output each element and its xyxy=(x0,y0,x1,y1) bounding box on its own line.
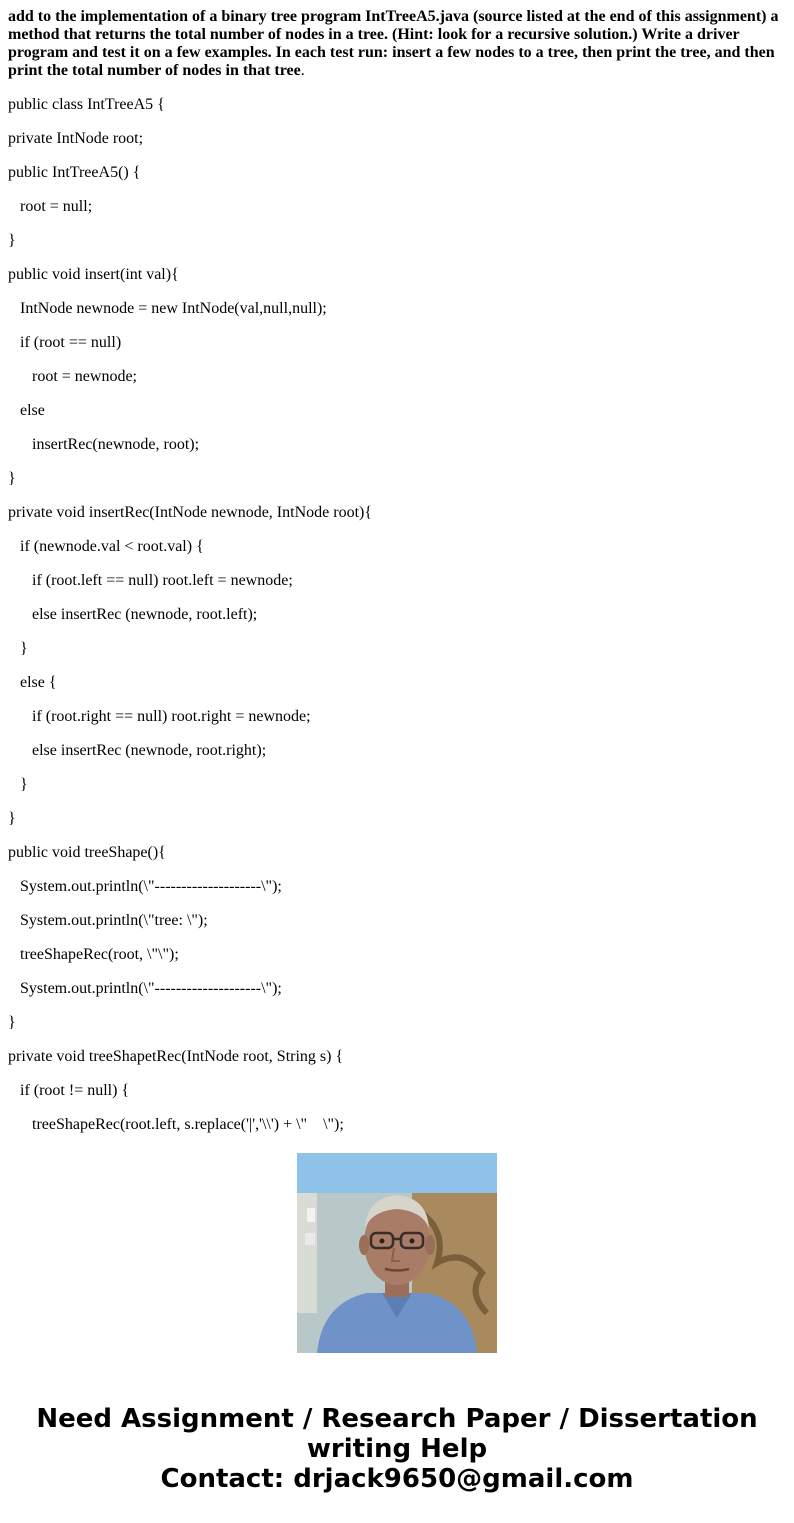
code-line: System.out.println(\"--------------------\"); xyxy=(8,878,282,895)
code-line: insertRec(newnode, root); xyxy=(8,436,200,453)
code-line: if (newnode.val < root.val) { xyxy=(8,538,204,555)
assignment-prompt-text: add to the implementation of a binary tree program IntTreeA5.java (source listed at the end of this assignment) a method that returns the total number of nodes in a tree. (Hint: look for a recursive solution.) Write a driver program and test it on a few examples. In each test run: insert a few nodes to a tree, then print the tree, and then print the total number of nodes in that tree xyxy=(8,8,779,79)
promo-contact: Contact: drjack9650@gmail.com xyxy=(160,1464,634,1494)
assignment-prompt xyxy=(8,8,786,80)
code-line: public IntTreeA5() { xyxy=(8,164,141,181)
code-line: public void insert(int val){ xyxy=(8,266,179,283)
promo-headline-line2: writing Help xyxy=(306,1434,488,1464)
code-line: } xyxy=(8,776,28,793)
code-line: IntNode newnode = new IntNode(val,null,null); xyxy=(8,300,327,317)
code-line: private void treeShapetRec(IntNode root, String s) { xyxy=(8,1048,344,1065)
promo-banner xyxy=(0,1404,794,1494)
question-area xyxy=(8,8,786,1133)
code-line: private IntNode root; xyxy=(8,130,144,147)
assignment-prompt-period: . xyxy=(300,62,305,79)
code-line: System.out.println(\"--------------------\"); xyxy=(8,980,282,997)
code-line: else { xyxy=(8,674,57,691)
code-line: if (root == null) xyxy=(8,334,122,351)
code-line: else insertRec (newnode, root.right); xyxy=(8,742,267,759)
code-line: root = newnode; xyxy=(8,368,137,385)
code-line: root = null; xyxy=(8,198,93,215)
code-line: if (root != null) { xyxy=(8,1082,130,1099)
code-line: private void insertRec(IntNode newnode, IntNode root){ xyxy=(8,504,373,521)
code-line: public class IntTreeA5 { xyxy=(8,96,165,113)
code-line: if (root.left == null) root.left = newnode; xyxy=(8,572,293,589)
promo-headline-line1: Need Assignment / Research Paper / Dissertation xyxy=(36,1404,758,1434)
code-listing xyxy=(8,96,786,1134)
code-line: if (root.right == null) root.right = newnode; xyxy=(8,708,311,725)
code-line: } xyxy=(8,232,16,249)
code-line: treeShapeRec(root.left, s.replace('|','\\') + \" \"); xyxy=(8,1116,344,1133)
author-avatar xyxy=(297,1153,497,1353)
code-line: treeShapeRec(root, \"\"); xyxy=(8,946,179,963)
author-photo-icon xyxy=(297,1153,497,1353)
code-line: } xyxy=(8,810,16,827)
code-line: System.out.println(\"tree: \"); xyxy=(8,912,208,929)
code-line: else insertRec (newnode, root.left); xyxy=(8,606,258,623)
code-line: public void treeShape(){ xyxy=(8,844,166,861)
code-line: } xyxy=(8,1014,16,1031)
code-line: } xyxy=(8,470,16,487)
code-line: else xyxy=(8,402,45,419)
code-line: } xyxy=(8,640,28,657)
